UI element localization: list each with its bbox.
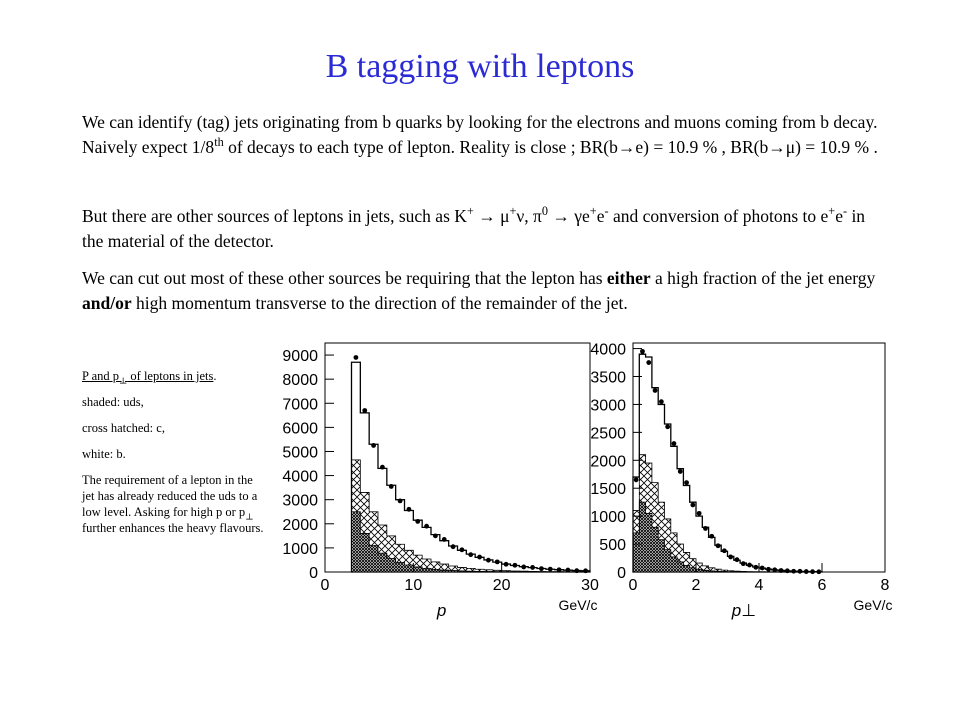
x-tick-label: 20 (492, 577, 511, 594)
caption-title: P and $p_\perp$ of leptons in jets. (82, 369, 217, 386)
y-tick-label: 1000 (282, 540, 318, 558)
paragraph-cuts: We can cut out most of these other sources be requiring that the lepton has either a high fraction of the jet energy and/or high momentum transverse to the direction of the remainder of the jet. (82, 268, 876, 313)
data-point (468, 552, 473, 557)
arrow-symbol: → (768, 137, 786, 157)
data-point (810, 569, 815, 574)
data-point (760, 566, 765, 571)
hist-uds (633, 502, 822, 572)
data-point (398, 498, 403, 503)
y-tick-label: 3000 (282, 492, 318, 510)
data-point (634, 477, 639, 482)
data-point (791, 569, 796, 574)
slide-title: B tagging with leptons (325, 48, 635, 85)
hist-b (352, 362, 591, 572)
hist-c (352, 460, 591, 572)
data-point (672, 441, 677, 446)
data-point (530, 565, 535, 570)
y-tick-label: 4000 (282, 468, 318, 486)
data-point (678, 469, 683, 474)
data-point (477, 555, 482, 560)
caption-note: The requirement of a lepton in the jet has already reduced the uds to a low level. Asking for high p or $p_\perp$ further enhances the heavy flavours. (82, 473, 264, 535)
data-point (659, 399, 664, 404)
hist-b (633, 354, 822, 572)
data-point (747, 563, 752, 568)
axes-frame (633, 343, 885, 572)
chart-transverse-momentum (590, 342, 892, 620)
figure-caption (82, 368, 264, 546)
y-tick-label: 6000 (282, 420, 318, 438)
x-tick-label: 4 (754, 577, 764, 594)
data-point (407, 507, 412, 512)
hist-c (633, 455, 822, 572)
data-point (504, 562, 509, 567)
y-tick-label: 500 (599, 537, 626, 555)
data-point (424, 524, 429, 529)
data-point (684, 480, 689, 485)
data-point (690, 503, 695, 508)
data-point (486, 558, 491, 563)
data-point (433, 533, 438, 538)
y-tick-label: 7000 (282, 396, 318, 414)
data-point (716, 543, 721, 548)
legend-shaded: shaded: uds, (82, 395, 144, 409)
data-point (665, 424, 670, 429)
y-tick-label: 1500 (590, 481, 626, 499)
x-tick-label: 8 (880, 577, 890, 594)
data-point (539, 566, 544, 571)
x-tick-label: 30 (581, 577, 599, 594)
data-point (442, 537, 447, 542)
x-tick-label: 2 (691, 577, 701, 594)
data-point (728, 555, 733, 560)
data-point (653, 388, 658, 393)
data-point (583, 568, 588, 573)
y-tick-label: 9000 (282, 348, 318, 366)
data-point (354, 355, 359, 360)
data-point (548, 567, 553, 572)
y-tick-label: 2000 (590, 453, 626, 471)
y-tick-label: 1000 (590, 509, 626, 527)
data-point (460, 547, 465, 552)
x-axis-label: p (436, 601, 447, 620)
data-point (574, 568, 579, 573)
data-point (646, 360, 651, 365)
data-point (521, 565, 526, 570)
x-tick-label: 6 (817, 577, 827, 594)
data-point (451, 544, 456, 549)
paragraph-intro: We can identify (tag) jets originating from b quarks by looking for the electrons and muons coming from b decay. Naively expect 1/8th of decays to each type of lepton. Reality is close ; BR(b→e) = 10.9 % , BR(b→μ) = 10.9 % . (82, 112, 878, 157)
data-point (772, 567, 777, 572)
data-point (785, 568, 790, 573)
y-tick-label: 2500 (590, 425, 626, 443)
hist-uds (352, 512, 591, 572)
data-point (389, 484, 394, 489)
data-point (703, 526, 708, 531)
y-tick-label: 3000 (590, 397, 626, 415)
data-point (640, 349, 645, 354)
data-point (697, 511, 702, 516)
paragraph-sources: But there are other sources of leptons in jets, such as K+ → μ+ν, $\pi^0 \to \gamma e^+e^-$ and conversion of photons to e+e- in the material of the detector. (82, 204, 866, 251)
data-point (557, 567, 562, 572)
x-axis-unit: GeV/c (558, 597, 598, 613)
data-point (566, 568, 571, 573)
data-point (753, 565, 758, 570)
x-tick-label: 10 (404, 577, 423, 594)
x-tick-label: 0 (320, 577, 330, 594)
y-tick-label: 8000 (282, 372, 318, 390)
data-point (798, 569, 803, 574)
data-point (709, 534, 714, 539)
x-axis-unit: GeV/c (853, 597, 893, 613)
y-tick-label: 0 (617, 565, 626, 582)
y-tick-label: 3500 (590, 369, 626, 387)
data-point (380, 465, 385, 470)
data-point (722, 548, 727, 553)
data-point (362, 408, 367, 413)
data-point (779, 568, 784, 573)
legend-white: white: b. (82, 447, 126, 461)
x-axis-label: p⊥ (731, 601, 757, 620)
y-tick-label: 5000 (282, 444, 318, 462)
data-point (804, 569, 809, 574)
legend-cross-hatched: cross hatched: c, (82, 421, 165, 435)
data-point (735, 557, 740, 562)
chart-momentum (282, 343, 599, 620)
y-tick-label: 0 (309, 565, 318, 582)
axes-frame (325, 343, 590, 572)
data-point (415, 519, 420, 524)
data-point (371, 443, 376, 448)
data-point (816, 569, 821, 574)
y-tick-label: 2000 (282, 516, 318, 534)
data-point (513, 563, 518, 568)
arrow-symbol: → (617, 137, 636, 157)
data-point (741, 561, 746, 566)
data-point (495, 559, 500, 564)
y-tick-label: 4000 (590, 341, 626, 359)
x-tick-label: 0 (628, 577, 638, 594)
data-point (766, 567, 771, 572)
